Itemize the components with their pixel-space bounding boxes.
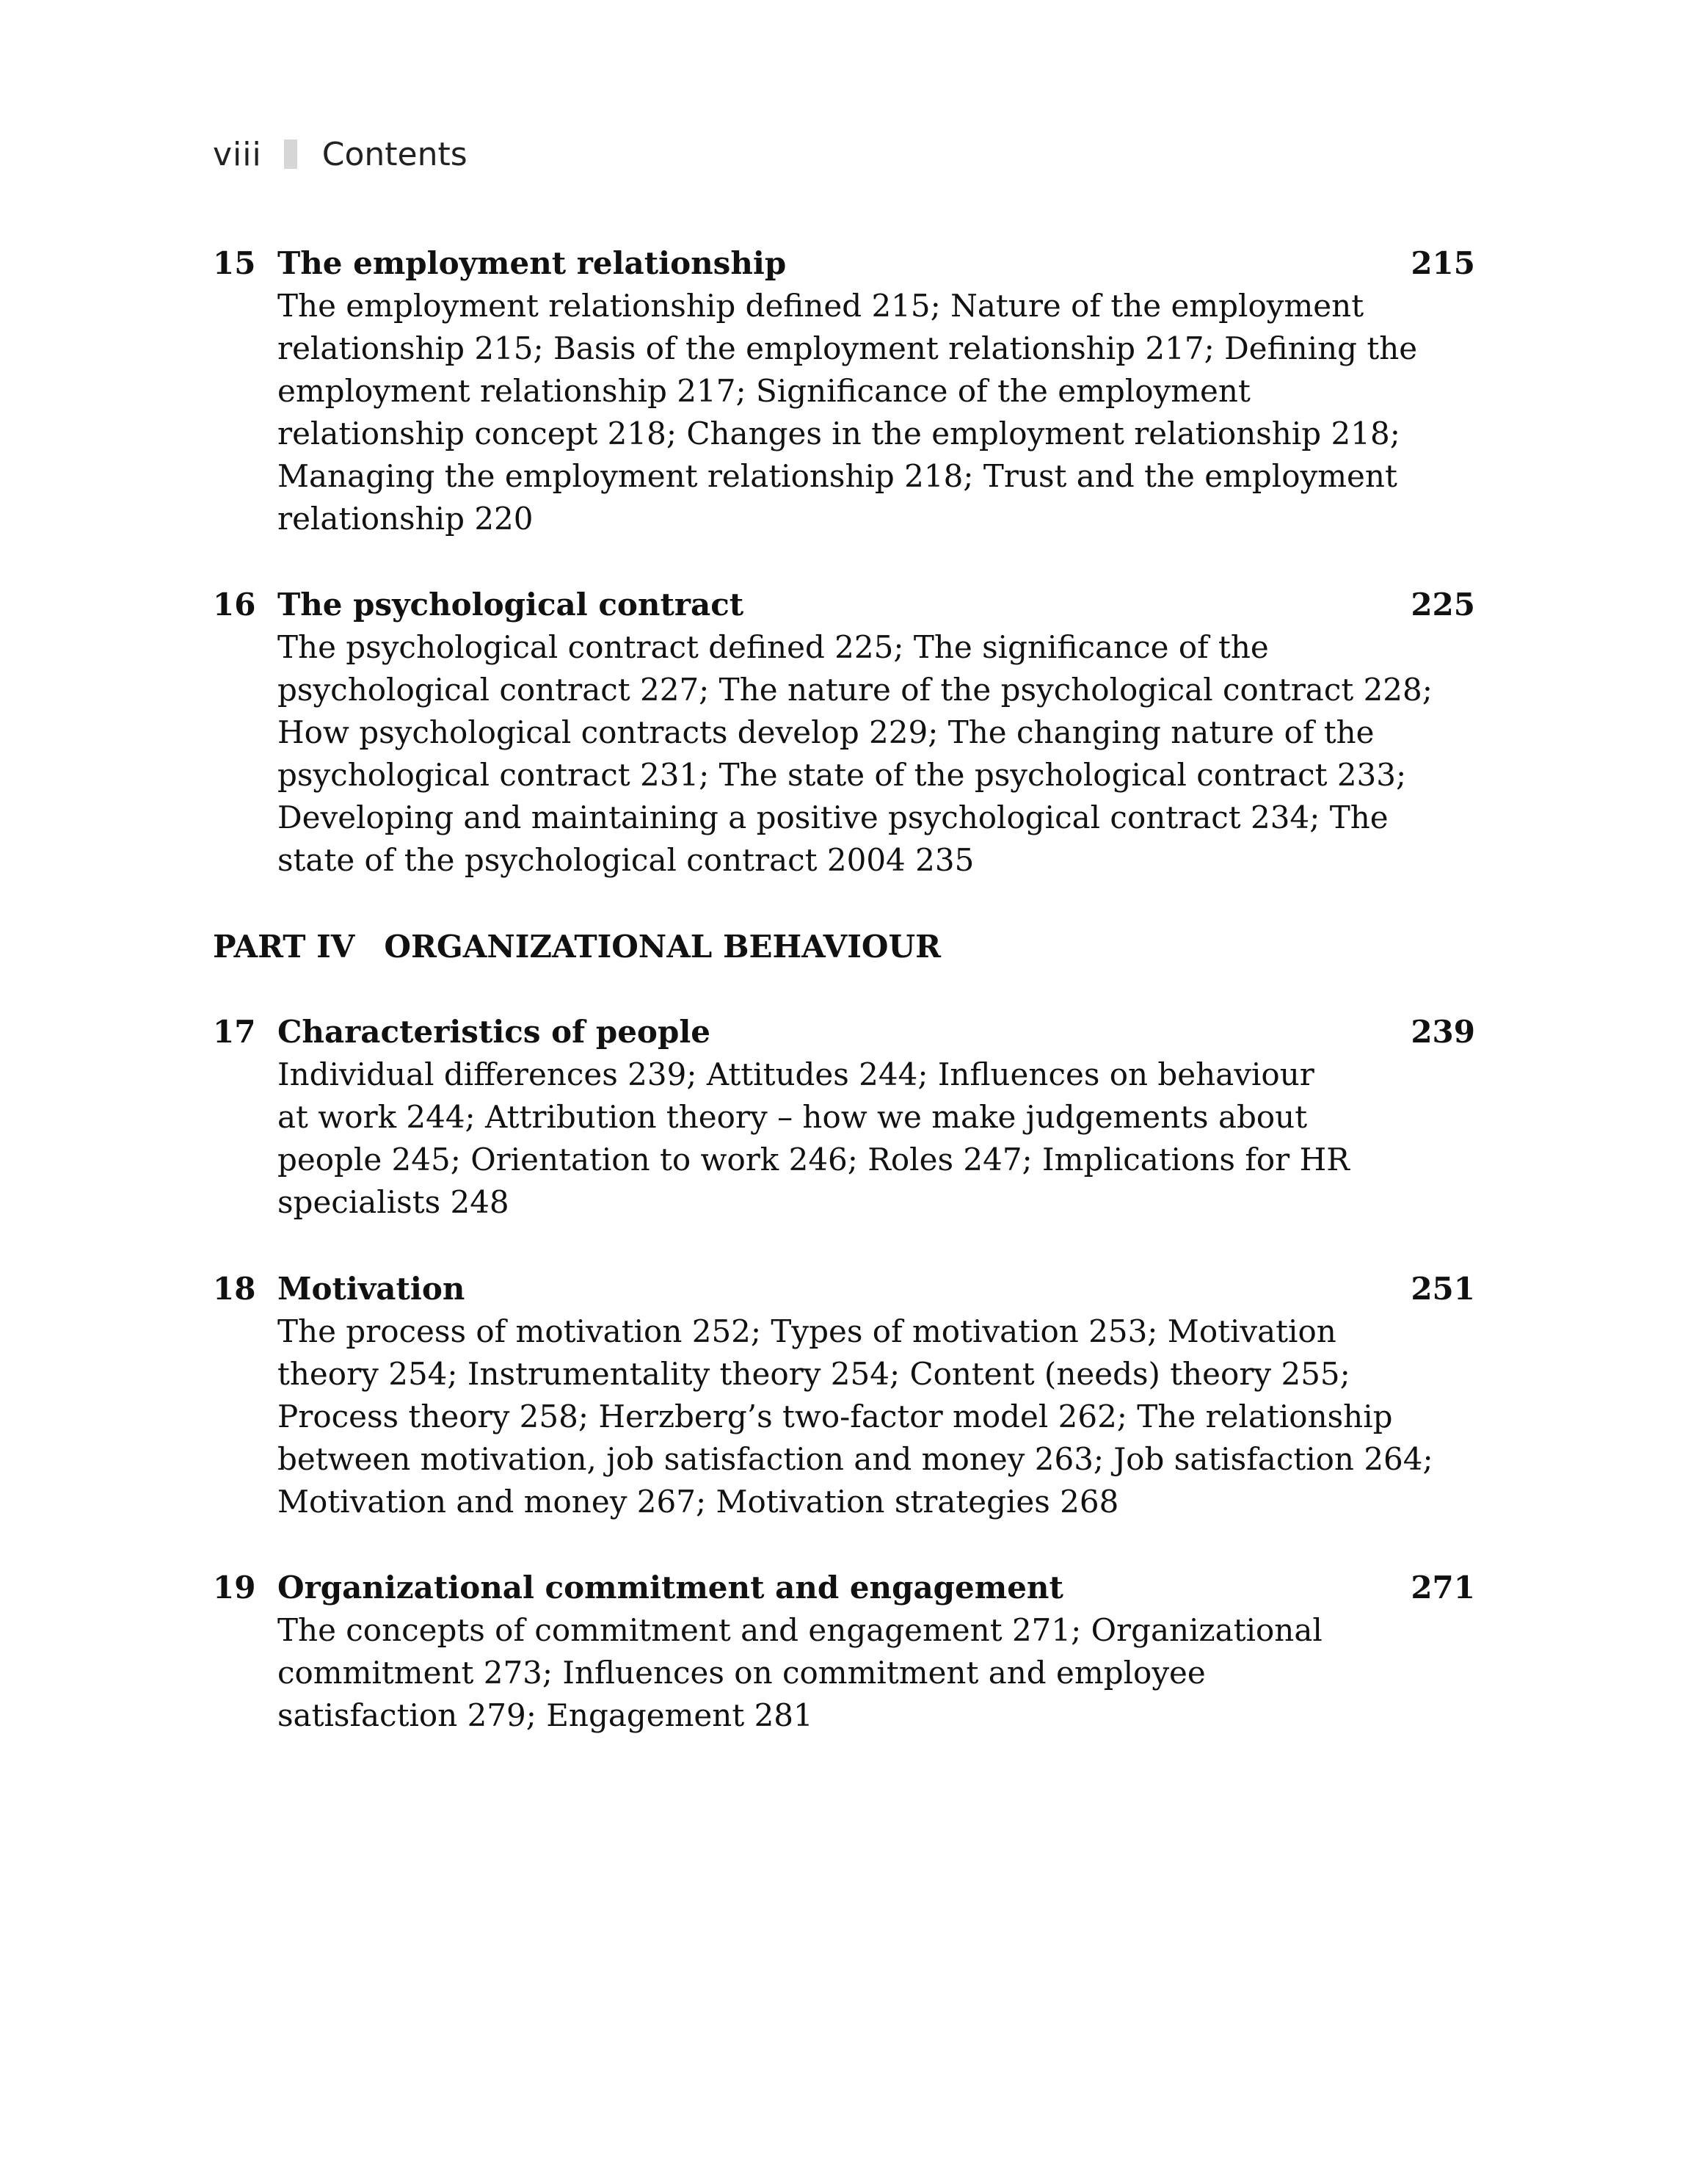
part-heading[interactable]: [213, 926, 941, 968]
topic-line: employment relationship 217; Significance of the employment: [277, 373, 1251, 409]
topic-line: commitment 273; Influences on commitment and employee: [277, 1655, 1206, 1691]
topic-line: psychological contract 227; The nature of the psychological contract 228;: [277, 672, 1433, 708]
topic-line: The psychological contract defined 225; The significance of the: [277, 629, 1269, 665]
chapter-number: 15: [213, 245, 256, 281]
chapter-topics: [277, 626, 1433, 882]
chapter-number: 16: [213, 587, 256, 623]
page-folio: viii: [213, 135, 262, 173]
chapter-title[interactable]: Motivation: [277, 1271, 465, 1307]
chapter-topics: [277, 1609, 1378, 1737]
chapter-title[interactable]: Organizational commitment and engagement: [277, 1570, 1063, 1606]
chapter-topics: [277, 285, 1418, 540]
chapter-page-number: 271: [1411, 1570, 1475, 1606]
topic-line: specialists 248: [277, 1184, 509, 1220]
topic-line: people 245; Orientation to work 246; Roles 247; Implications for HR: [277, 1142, 1350, 1178]
topic-line: Managing the employment relationship 218; Trust and the employment: [277, 458, 1397, 494]
topic-line: psychological contract 231; The state of the psychological contract 233;: [277, 757, 1407, 793]
chapter-topics: [277, 1053, 1378, 1224]
topic-line: The concepts of commitment and engagement 271; Organizational: [277, 1612, 1323, 1648]
chapter-number: 18: [213, 1271, 256, 1307]
topic-line: Individual differences 239; Attitudes 244; Influences on behaviour: [277, 1056, 1314, 1092]
topic-line: state of the psychological contract 2004 235: [277, 842, 975, 878]
topic-line: The process of motivation 252; Types of motivation 253; Motivation: [277, 1313, 1336, 1349]
chapter-number: 19: [213, 1570, 256, 1606]
topic-line: satisfaction 279; Engagement 281: [277, 1697, 813, 1733]
topic-line: relationship concept 218; Changes in the employment relationship 218;: [277, 416, 1400, 451]
topic-line: at work 244; Attribution theory – how we make judgements about: [277, 1099, 1308, 1135]
topic-line: How psychological contracts develop 229; The changing nature of the: [277, 714, 1375, 750]
topic-line: relationship 220: [277, 501, 534, 537]
chapter-page-number: 239: [1411, 1014, 1475, 1050]
chapter-title[interactable]: The psychological contract: [277, 587, 744, 623]
chapter-title[interactable]: The employment relationship: [277, 245, 787, 281]
topic-line: theory 254; Instrumentality theory 254; Content (needs) theory 255;: [277, 1356, 1350, 1392]
chapter-page-number: 225: [1411, 587, 1475, 623]
chapter-number: 17: [213, 1014, 256, 1050]
chapter-page-number: 215: [1411, 245, 1475, 281]
chapter-topics: [277, 1310, 1433, 1523]
part-label: PART IV: [213, 929, 355, 965]
chapter-page-number: 251: [1411, 1271, 1475, 1307]
topic-line: Developing and maintaining a positive psychological contract 234; The: [277, 799, 1389, 835]
topic-line: Motivation and money 267; Motivation strategies 268: [277, 1484, 1119, 1520]
topic-line: The employment relationship defined 215; Nature of the employment: [277, 288, 1364, 324]
running-head: [213, 132, 468, 176]
chapter-title[interactable]: Characteristics of people: [277, 1014, 710, 1050]
running-head-label: Contents: [321, 135, 468, 173]
topic-line: relationship 215; Basis of the employment relationship 217; Defining the: [277, 330, 1418, 366]
topic-line: Process theory 258; Herzberg’s two-factor model 262; The relationship: [277, 1398, 1393, 1434]
part-title: ORGANIZATIONAL BEHAVIOUR: [384, 929, 942, 965]
running-head-separator: [284, 139, 297, 169]
topic-line: between motivation, job satisfaction and money 263; Job satisfaction 264;: [277, 1441, 1433, 1477]
